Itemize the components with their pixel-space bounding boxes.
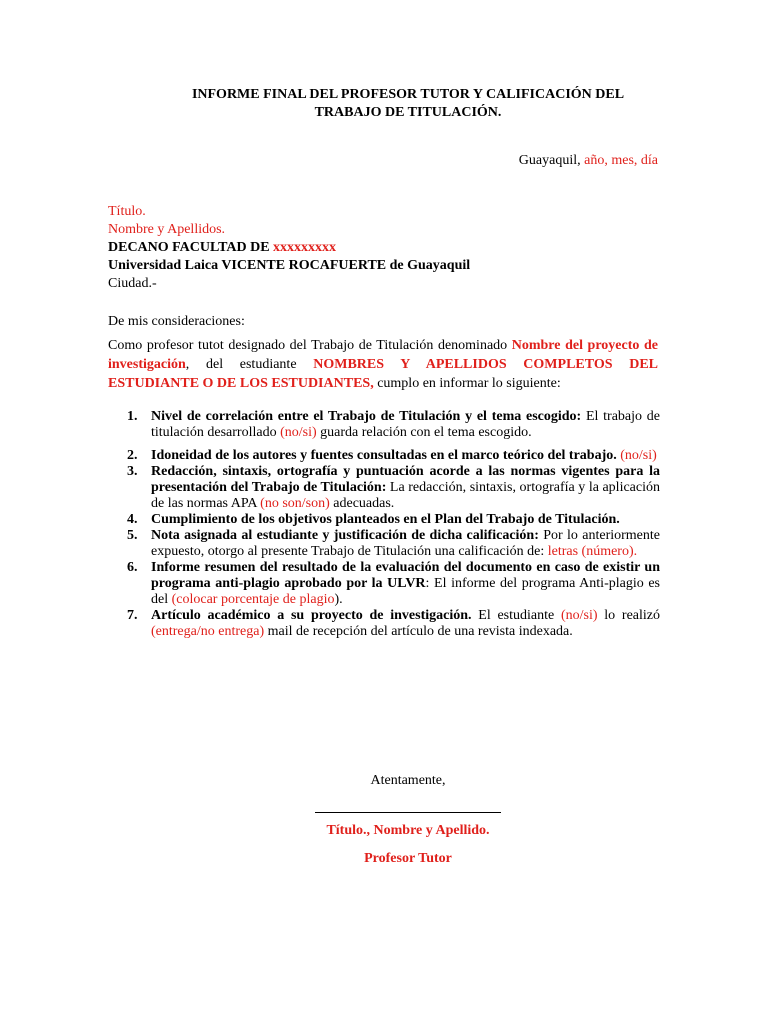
item-text: adecuadas. [329,496,395,511]
addressee-title: Título. [108,204,146,219]
item-number: 6. [127,560,138,575]
signature-line [315,812,501,813]
addressee-name: Nombre y Apellidos. [108,222,226,237]
item-heading: Nota asignada al estudiante y justificación de dicha calificación: [151,528,539,543]
item-text: ). [334,592,343,607]
date-city: Guayaquil, [518,153,585,168]
addressee-university [108,257,470,275]
list-item [108,512,660,528]
item-heading: Cumplimiento de los objetivos planteados en el Plan del Trabajo de Titulación. [151,512,620,527]
intro-text-3: cumplo en informar lo siguiente: [373,376,561,391]
item-number: 7. [127,608,138,623]
item-placeholder: (colocar porcentaje de plagio [171,592,335,607]
signer-role: Profesor Tutor [364,851,452,866]
item-placeholder: (no/si) [560,608,598,623]
student-names-placeholder: NOMBRES Y APELLIDOS COMPLETOS DEL ESTUDIANTE O DE LOS ESTUDIANTES, [108,357,658,391]
item-heading: Redacción, sintaxis, ortografía y puntuación acorde a las normas vigentes para la presentación del Trabajo de Titulación: [151,464,660,495]
item-text: mail de recepción del artículo de una revista indexada. [264,624,573,639]
item-placeholder: (no son/son) [260,496,330,511]
title-line-2: TRABAJO DE TITULACIÓN. [314,105,502,120]
item-placeholder: (no/si) [616,448,657,463]
date-placeholder: año, mes, día [584,153,658,168]
item-placeholder: (entrega/no entrega) [151,624,265,639]
intro-text-2: , del estudiante [185,357,314,372]
item-text: Por lo anteriormente expuesto, otorgo al presente Trabajo de Titulación una calificación de: [151,528,660,559]
item-number: 3. [127,464,138,479]
dean-placeholder: xxxxxxxxx [273,240,337,255]
project-name-placeholder: Nombre del proyecto de investigación [108,338,658,372]
signer-block [108,822,708,868]
item-number: 2. [127,448,138,463]
signer-name: Título., Nombre y Apellido. [326,823,490,838]
greeting: De mis consideraciones: [108,314,245,329]
list-item [108,409,660,441]
item-number: 5. [127,528,138,543]
item-number: 4. [127,512,138,527]
date-line [519,152,658,170]
intro-text-1: Como profesor tutot designado del Trabajo de Titulación denominado [108,338,512,353]
item-placeholder: letras (número). [547,544,638,559]
item-heading: Artículo académico a su proyecto de investigación. [151,608,472,623]
document-title [108,86,708,122]
intro-paragraph [108,336,658,393]
list-item [108,608,660,640]
item-text: : El informe del programa Anti-plagio es del [151,576,660,607]
item-number: 1. [127,409,138,424]
list-item [108,464,660,512]
item-text: El estudiante [471,608,561,623]
item-heading: Idoneidad de los autores y fuentes consultadas en el marco teórico del trabajo. [151,448,617,463]
dean-label: DECANO FACULTAD DE [108,240,274,255]
item-text: lo realizó [597,608,660,623]
addressee-block [108,203,470,293]
university-name: Universidad Laica VICENTE ROCAFUERTE de Guayaquil [108,258,471,273]
item-heading: Nivel de correlación entre el Trabajo de Titulación y el tema escogido: [151,409,582,424]
list-item [108,448,660,464]
item-text: El trabajo de titulación desarrollado [151,409,660,440]
closing: Atentamente, [370,773,446,788]
title-line-1: INFORME FINAL DEL PROFESOR TUTOR Y CALIFICACIÓN DEL [191,87,625,102]
addressee-dean [108,239,470,257]
list-item [108,560,660,608]
item-placeholder: (no/si) [280,425,317,440]
evaluation-list [108,409,660,640]
item-text: La redacción, sintaxis, ortografía y la aplicación de las normas APA [151,480,660,511]
list-item [108,528,660,560]
item-heading: Informe resumen del resultado de la evaluación del documento en caso de existir un programa anti-plagio aprobado por la ULVR [151,560,660,591]
item-text: guarda relación con el tema escogido. [316,425,532,440]
addressee-city: Ciudad.- [108,276,157,291]
